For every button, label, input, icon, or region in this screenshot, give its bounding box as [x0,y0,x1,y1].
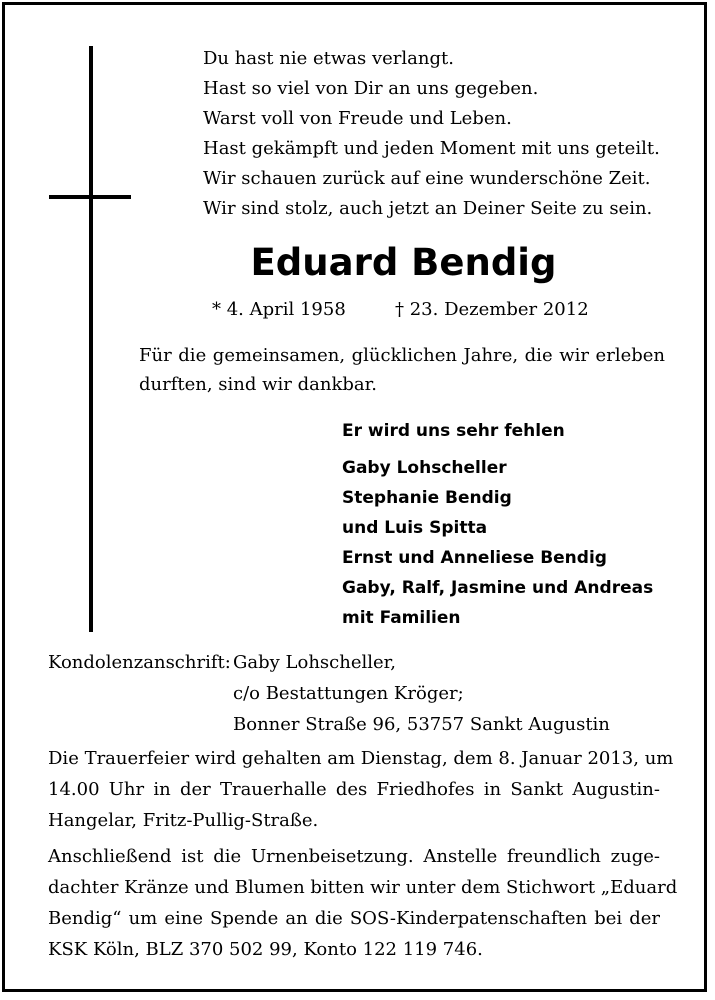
cross-icon-vertical-bar [89,46,93,632]
birth-date: * 4. April 1958 [212,299,346,320]
service-info [48,743,674,836]
burial-line: KSK Köln, BLZ 370 502 99, Konto 122 119 746. [48,939,483,960]
condolence-line: c/o Bestattungen Kröger; [233,683,464,704]
condolence-line: Gaby Lohscheller, [233,652,396,673]
poem-line: Warst voll von Freude und Leben. [203,108,512,129]
service-line: 14.00 Uhr in der Trauerhalle des Friedhofes in Sankt Augustin- [48,779,660,800]
death-date: † 23. Dezember 2012 [395,299,589,320]
deceased-name: Eduard Bendig [250,241,557,284]
burial-line: Bendig“ um eine Spende an die SOS-Kinderpatenschaften bei der [48,908,660,929]
condolence-line: Bonner Straße 96, 53757 Sankt Augustin [233,714,610,735]
mourner-name: Stephanie Bendig [342,488,512,508]
service-line: Die Trauerfeier wird gehalten am Dienstag, dem 8. Januar 2013, um [48,748,674,769]
mourner-name: Gaby, Ralf, Jasmine und Andreas [342,578,654,598]
mourner-name: und Luis Spitta [342,518,488,538]
poem-line: Wir sind stolz, auch jetzt an Deiner Seite zu sein. [203,198,653,219]
burial-info [48,841,678,965]
mourner-name: Gaby Lohscheller [342,458,507,478]
poem-line: Du hast nie etwas verlangt. [203,48,454,69]
signature-intro: Er wird uns sehr fehlen [342,421,565,441]
mourner-name: mit Familien [342,608,461,628]
mourner-name: Ernst und Anneliese Bendig [342,548,607,568]
thanks-text: Für die gemeinsamen, glücklichen Jahre, die wir erleben durften, sind wir dankbar. [139,345,665,395]
cross-icon-horizontal-bar [49,195,131,199]
poem [203,44,683,224]
poem-line: Hast gekämpft und jeden Moment mit uns geteilt. [203,138,660,159]
signature-names [342,453,653,633]
condolence-label: Kondolenzanschrift: [48,652,231,673]
service-line: Hangelar, Fritz-Pullig-Straße. [48,810,319,831]
poem-line: Hast so viel von Dir an uns gegeben. [203,78,539,99]
poem-line: Wir schauen zurück auf eine wunderschöne Zeit. [203,168,651,189]
burial-line: dachter Kränze und Blumen bitten wir unter dem Stichwort „Eduard [48,877,678,898]
burial-line: Anschließend ist die Urnenbeisetzung. Anstelle freundlich zuge- [48,846,660,867]
